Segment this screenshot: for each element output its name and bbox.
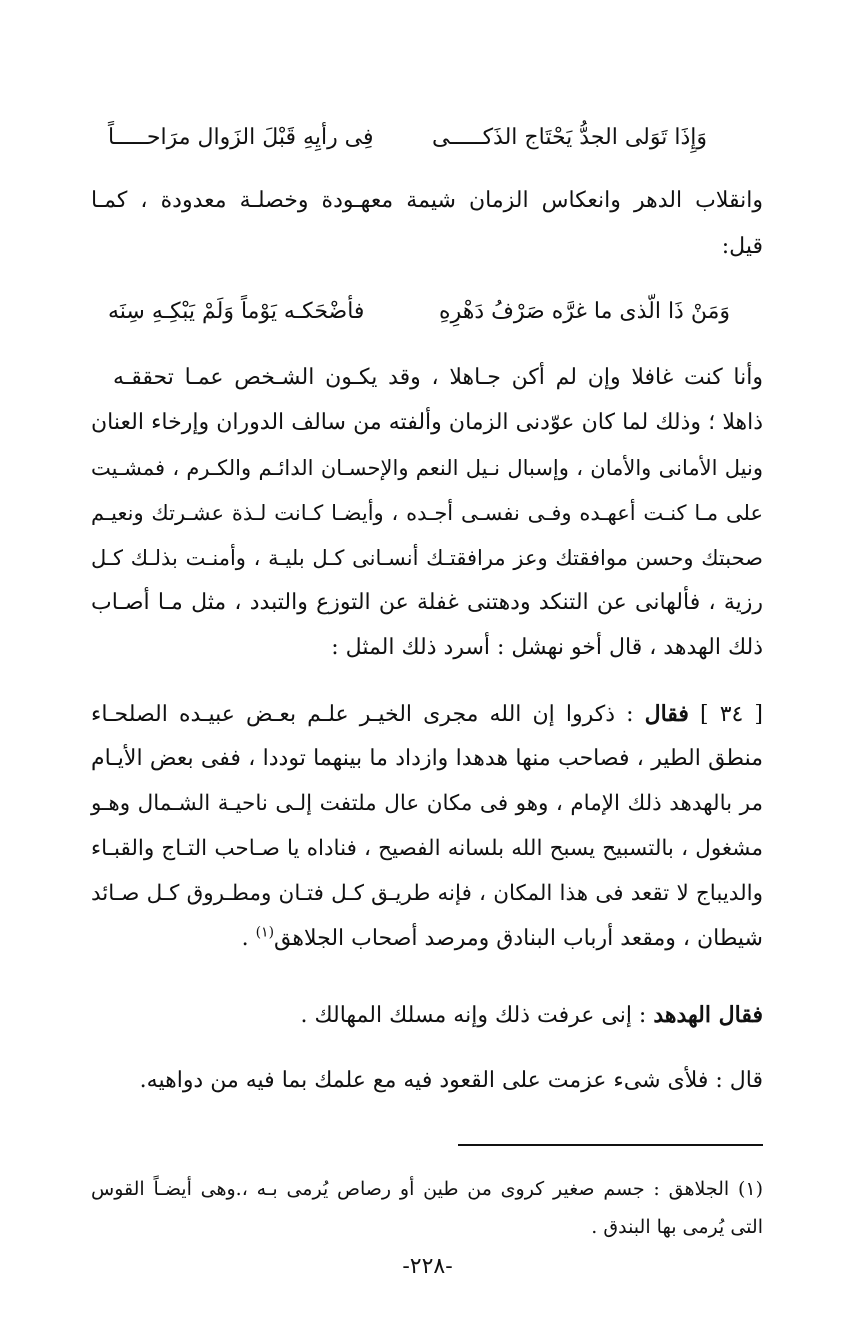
paragraph-3-end-mark: . [241, 926, 249, 951]
verse-2-first-hemistich: وَمَنْ ذَا الّذى ما غرَّه صَرْفُ دَهْرِهِ [439, 299, 730, 324]
section-lead-word: فقال [644, 701, 689, 727]
paragraph-2-line-1: وأنا كنت غافلا وإن لم أكن جـاهلا ، وقد يكـون الشـخص عمـا تحققـه [113, 365, 763, 390]
paragraph-4 [113, 994, 763, 1037]
paragraph-3-line-1 [91, 693, 763, 736]
verse-1-second-hemistich: فِى رأيِهِ قَبْلَ الزَوال مرَاحـــــاً [108, 125, 374, 150]
paragraph-3-line-6 [91, 918, 763, 960]
paragraph-3-line-1-text: : ذكروا إن الله مجرى الخيـر علـم بعـض عبيـده الصلحـاء [91, 702, 634, 727]
paragraph-4-lead: فقال الهدهد [653, 1002, 763, 1028]
paragraph-1-line-2: قيل: [721, 234, 763, 259]
paragraph-3-line-6-text: شيطان ، ومقعد أرباب البنادق ومرصد أصحاب الجلاهق [274, 926, 763, 951]
footnote-separator [458, 1144, 763, 1146]
paragraph-1-line-1: وانقلاب الدهر وانعكاس الزمان شيمة معهـودة وخصلـة معدودة ، كمـا [91, 188, 763, 213]
paragraph-3-line-2: منطق الطير ، فصاحب منها هدهدا وازداد ما بينهما توددا ، ففى بعض الأيـام [91, 746, 763, 771]
footnote-line-1: (١) الجلاهق : جسم صغير كروى من طين أو رصاص يُرمى بـه ،.وهى أيضـاً القوس [91, 1178, 763, 1200]
paragraph-2-line-7: ذلك الهدهد ، قال أخو نهشل : أسرد ذلك المثل : [331, 635, 763, 660]
paragraph-3-line-4: مشغول ، بالتسبيح يسبح الله بلسانه الفصيح ، فناداه يا صـاحب التـاج والقبـاء [91, 836, 763, 861]
paragraph-5: قال : فلأى شىء عزمت على القعود فيه مع علمك بما فيه من دواهيه. [139, 1068, 763, 1093]
footnote-reference: (١) [255, 924, 275, 941]
paragraph-3-line-5: والديباج لا تقعد فى هذا المكان ، فإنه طريـق كـل فتـان ومطـروق كـل صـائد [91, 881, 763, 906]
paragraph-4-text: : إنى عرفت ذلك وإنه مسلك المهالك . [300, 1003, 647, 1028]
verse-1-first-hemistich: وَإِذَا تَوَلى الجدُّ يَحْتَاج الذَكـــــى [432, 125, 707, 150]
paragraph-2-line-3: ونيل الأمانى والأمان ، وإسبال نـيل النعم والإحسـان الدائـم والكـرم ، فمشـيت [91, 456, 763, 480]
paragraph-2-line-2: ذاهلا ؛ وذلك لما كان عوّدنى الزمان وألفته من سالف الدوران وإرخاء العنان [91, 410, 763, 435]
paragraph-3-line-3: مر بالهدهد ذلك الإمام ، وهو فى مكان عال ملتفت إلـى ناحيـة الشـمال وهـو [91, 791, 763, 816]
section-number: [ ٣٤ ] [700, 702, 764, 727]
paragraph-2-line-5: صحبتك وحسن موافقتك وعز مرافقتـك أنسـانى كـل بليـة ، وأمنـت بذلـك كـل [91, 546, 763, 570]
footnote-line-2: التى يُرمى بها البندق . [591, 1216, 763, 1238]
paragraph-2-line-4: على مـا كنـت أعهـده وفـى نفسـى أجـده ، وأيضـا كـانت لـذة عشـرتك ونعيـم [91, 501, 763, 525]
page-number: -٢٢٨- [402, 1254, 453, 1279]
paragraph-2-line-6: رزية ، فألهانى عن التنكد ودهتنى غفلة عن التوزع والتبدد ، مثل مـا أصـاب [91, 590, 763, 615]
verse-2-second-hemistich: فأضْحَكـه يَوْماً وَلَمْ يَبْكِـهِ سِنَه [108, 299, 365, 324]
